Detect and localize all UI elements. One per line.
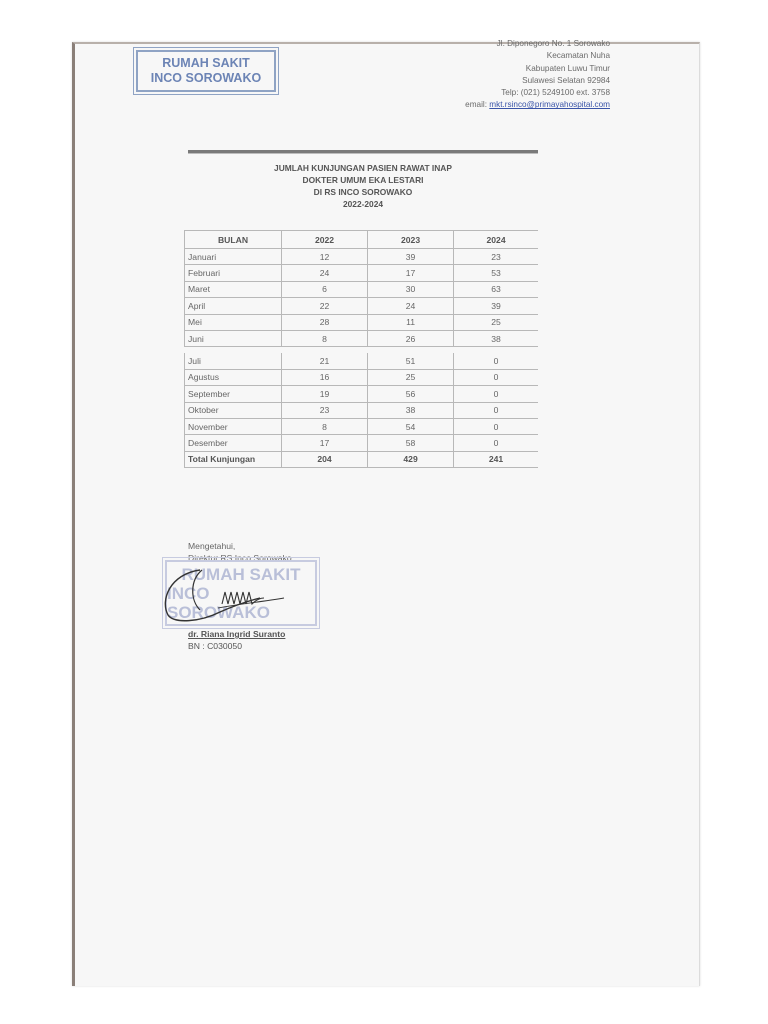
- address-line: Telp: (021) 5249100 ext. 3758: [501, 88, 610, 98]
- header-2023: 2023: [368, 231, 454, 249]
- table-row: [185, 386, 539, 402]
- visits-table: [184, 230, 538, 468]
- logo-line-2: INCO SOROWAKO: [150, 71, 262, 85]
- address-line: Sulawesi Selatan 92984: [522, 75, 610, 85]
- hospital-logo: [136, 50, 276, 92]
- email-link[interactable]: mkt.rsinco@primayahospital.com: [489, 100, 610, 110]
- table-row: [185, 249, 539, 265]
- signer-id: BN : C030050: [188, 641, 242, 651]
- table-row: [185, 435, 539, 451]
- cell-month: Oktober: [185, 402, 282, 418]
- cell-2023: 54: [368, 418, 454, 434]
- total-label: Total Kunjungan: [185, 451, 282, 467]
- table-header-row: [185, 231, 539, 249]
- cell-2022: 16: [282, 369, 368, 385]
- director-title: Direktur RS Inco Sorowako: [188, 553, 292, 563]
- table-row: [185, 265, 539, 281]
- cell-month: Juni: [185, 330, 282, 346]
- address-line: Kabupaten Luwu Timur: [525, 63, 610, 73]
- cell-2022: 21: [282, 353, 368, 369]
- cell-2023: 17: [368, 265, 454, 281]
- cell-2022: 23: [282, 402, 368, 418]
- cell-2022: 28: [282, 314, 368, 330]
- table-total-row: [185, 451, 539, 467]
- cell-2022: 24: [282, 265, 368, 281]
- cell-2024: 63: [454, 281, 538, 297]
- cell-month: September: [185, 386, 282, 402]
- total-value: 204: [282, 451, 368, 467]
- table-row: [185, 353, 539, 369]
- cell-2023: 24: [368, 298, 454, 314]
- cell-2024: 0: [454, 369, 538, 385]
- address-line: Jl. Diponegoro No. 1 Sorowako: [496, 39, 610, 48]
- header-month: BULAN: [185, 231, 282, 249]
- cell-2024: 0: [454, 435, 538, 451]
- email-line: [465, 99, 610, 111]
- cell-2023: 30: [368, 281, 454, 297]
- cell-2024: 25: [454, 314, 538, 330]
- total-value: 429: [368, 451, 454, 467]
- cell-2023: 39: [368, 249, 454, 265]
- table-body: [185, 249, 539, 468]
- table-row: [185, 281, 539, 297]
- cell-2024: 38: [454, 330, 538, 346]
- cell-2024: 0: [454, 353, 538, 369]
- cell-2022: 12: [282, 249, 368, 265]
- letterhead-address: [465, 38, 610, 112]
- cell-2022: 6: [282, 281, 368, 297]
- cell-2022: 8: [282, 418, 368, 434]
- cell-2024: 0: [454, 386, 538, 402]
- cell-2024: 23: [454, 249, 538, 265]
- cell-2022: 17: [282, 435, 368, 451]
- title-line: JUMLAH KUNJUNGAN PASIEN RAWAT INAP: [274, 163, 452, 173]
- cell-month: Agustus: [185, 369, 282, 385]
- handwritten-signature: [160, 560, 300, 630]
- logo-line-1: RUMAH SAKIT: [162, 56, 250, 70]
- stamp-line-2: INCO SOROWAKO: [167, 583, 270, 622]
- cell-month: Februari: [185, 265, 282, 281]
- cell-month: Januari: [185, 249, 282, 265]
- email-label: email:: [465, 100, 488, 110]
- cell-2022: 22: [282, 298, 368, 314]
- signer-name: dr. Riana Ingrid Suranto: [188, 629, 286, 639]
- title-line: DI RS INCO SOROWAKO: [313, 187, 413, 197]
- cell-2022: 8: [282, 330, 368, 346]
- cell-month: April: [185, 298, 282, 314]
- table-row: [185, 369, 539, 385]
- acknowledged-label: Mengetahui,: [188, 541, 236, 551]
- cell-month: Juli: [185, 353, 282, 369]
- cell-2023: 11: [368, 314, 454, 330]
- cell-2023: 38: [368, 402, 454, 418]
- stamp-line-1: RUMAH SAKIT: [181, 564, 301, 584]
- table-row: [185, 314, 539, 330]
- cell-month: November: [185, 418, 282, 434]
- header-2022: 2022: [282, 231, 368, 249]
- signer: [188, 628, 285, 652]
- cell-2023: 51: [368, 353, 454, 369]
- cell-2024: 39: [454, 298, 538, 314]
- title-line: DOKTER UMUM EKA LESTARI: [302, 175, 424, 185]
- cell-2024: 0: [454, 402, 538, 418]
- letterhead-divider: [188, 150, 538, 154]
- cell-month: Desember: [185, 435, 282, 451]
- header-2024: 2024: [454, 231, 538, 249]
- table-row: [185, 298, 539, 314]
- document-title: [188, 162, 538, 210]
- total-value: 241: [454, 451, 538, 467]
- table-row: [185, 418, 539, 434]
- cell-2023: 25: [368, 369, 454, 385]
- cell-2023: 26: [368, 330, 454, 346]
- address-line: Kecamatan Nuha: [546, 51, 610, 61]
- cell-2023: 56: [368, 386, 454, 402]
- cell-month: Mei: [185, 314, 282, 330]
- cell-month: Maret: [185, 281, 282, 297]
- title-line: 2022-2024: [342, 199, 384, 209]
- cell-2023: 58: [368, 435, 454, 451]
- table-row: [185, 402, 539, 418]
- cell-2024: 0: [454, 418, 538, 434]
- table-row: [185, 330, 539, 346]
- cell-2022: 19: [282, 386, 368, 402]
- cell-2024: 53: [454, 265, 538, 281]
